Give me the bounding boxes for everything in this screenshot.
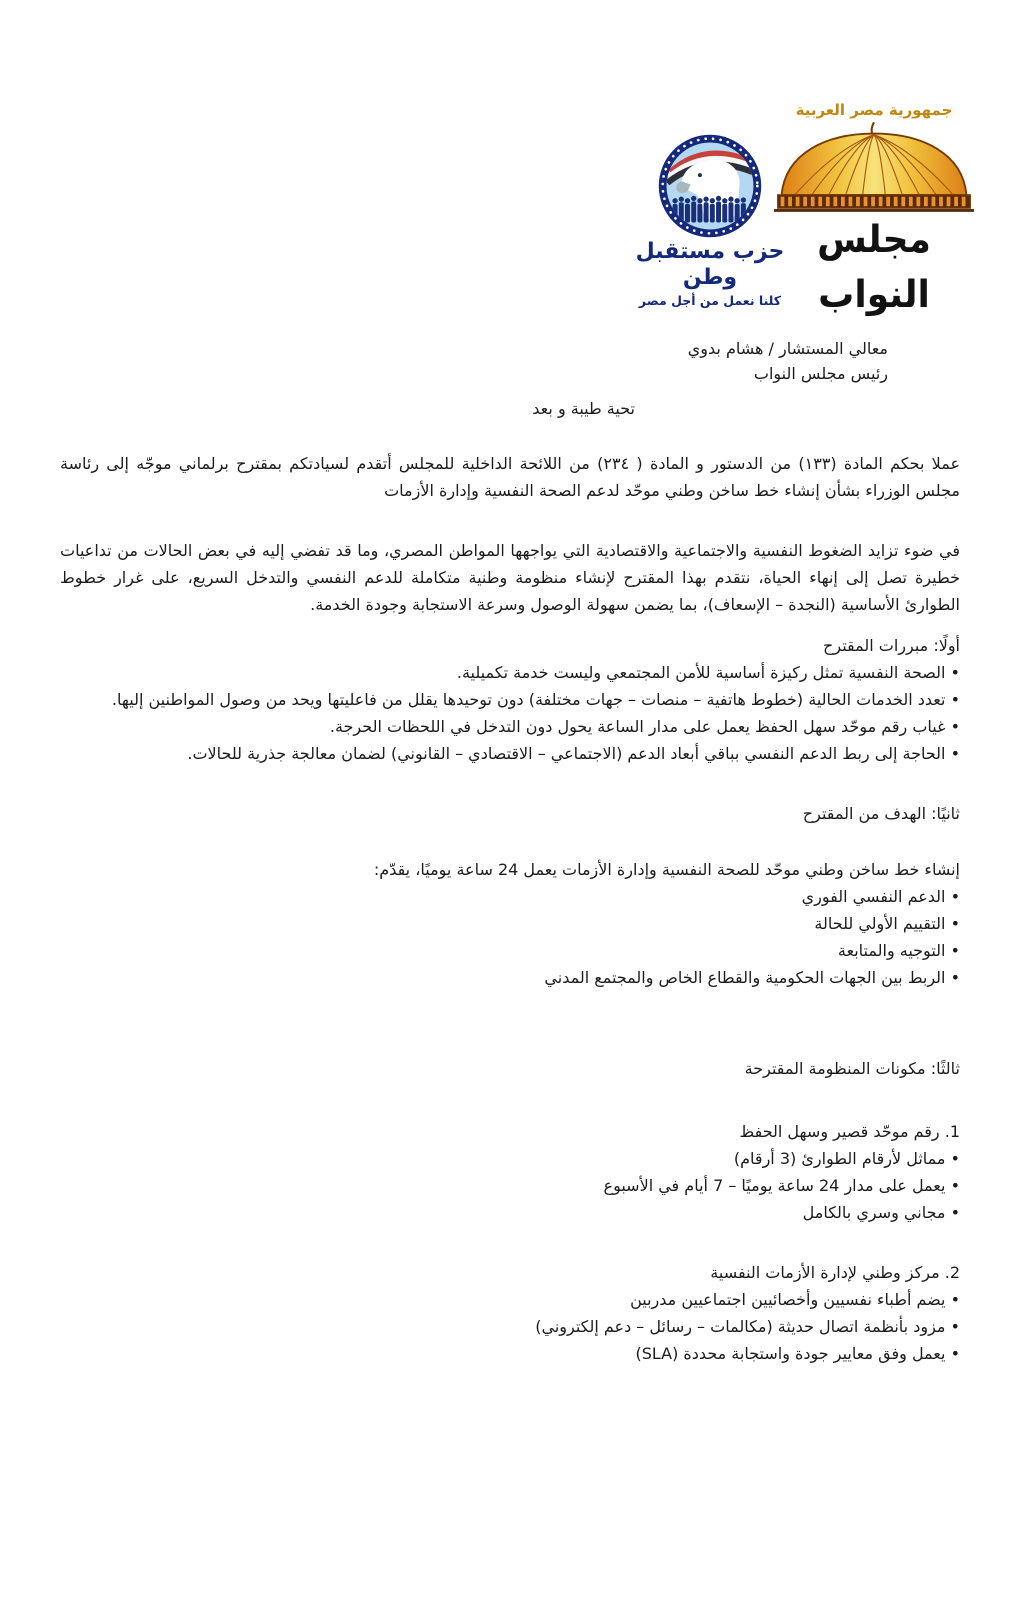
section-justifications-title: أولًا: مبررات المقترح [823,636,960,655]
party-name: حزب مستقبل وطن [635,239,785,290]
context-paragraph: في ضوء تزايد الضغوط النفسية والاجتماعية والاقتصادية التي يواجهها المواطن المصري، وما قد تفضي إليه في بعض الحالات من تداعيات خطيرة تصل إلى إنهاء الحياة، نتقدم بهذا المقترح لإنشاء منظومة وطنية متكاملة للدعم النفسي والتدخل السريع، على غرار خطوط الطوارئ الأساسية (النجدة – الإسعاف)، بما يضمن سهولة الوصول وسرعة الاستجابة وجودة الخدمة. [60,541,960,614]
objective-intro: إنشاء خط ساخن وطني موحّد للصحة النفسية وإدارة الأزمات يعمل 24 ساعة يوميًا، يقدّم: [373,860,960,879]
addressee-block [60,336,888,386]
section-objective-title: ثانيًا: الهدف من المقترح [802,804,960,823]
objective-bullet: • التقييم الأولي للحالة [814,914,960,933]
greeting-line: تحية طيبة و بعد [532,399,635,418]
objective-bullet: • الدعم النفسي الفوري [801,887,960,906]
section-components-title: ثالثًا: مكونات المنظومة المقترحة [744,1059,960,1078]
component-2-bullet: • مزود بأنظمة اتصال حديثة (مكالمات – رسائل – دعم إلكتروني) [535,1317,960,1336]
party-slogan: كلنا نعمل من أجل مصر [638,293,782,308]
justification-bullet: • تعدد الخدمات الحالية (خطوط هاتفية – منصات – جهات مختلفة) دون توحيدها يقلل من فاعليتها ويحد من وصول المواطنين إليها. [111,690,960,709]
component-1-bullet: • يعمل على مدار 24 ساعة يوميًا – 7 أيام في الأسبوع [603,1176,960,1195]
objective-bullet: • الربط بين الجهات الحكومية والقطاع الخاص والمجتمع المدني [544,968,960,987]
party-logo [610,134,810,309]
addressee-name: معالي المستشار / هشام بدوي [687,339,888,358]
letter-body [60,336,960,1367]
component-1-bullet: • مجاني وسري بالكامل [802,1203,960,1222]
objective-bullet: • التوجيه والمتابعة [837,941,960,960]
component-2-heading: 2. مركز وطني لإدارة الأزمات النفسية [710,1263,960,1282]
component-1-heading: 1. رقم موحّد قصير وسهل الحفظ [739,1122,960,1141]
intro-paragraph: عملا بحكم المادة (١٣٣) من الدستور و المادة ( ٢٣٤) من اللائحة الداخلية للمجلس أتقدم لسيادتكم بمقترح برلماني موجّه إلى رئاسة مجلس الوزراء بشأن إنشاء خط ساخن وطني موحّد لدعم الصحة النفسية وإدارة الأزمات [60,454,961,500]
component-2-bullet: • يضم أطباء نفسيين وأخصائيين اجتماعيين مدربين [630,1290,960,1309]
component-2-bullet: • يعمل وفق معايير جودة واستجابة محددة (SLA) [635,1344,960,1363]
justification-bullet: • الحاجة إلى ربط الدعم النفسي بباقي أبعاد الدعم (الاجتماعي – الاقتصادي – القانوني) لضمان معالجة جذرية للحالات. [187,744,960,763]
council-name: مجلس النواب [817,218,931,317]
justification-bullet: • الصحة النفسية تمثل ركيزة أساسية للأمن المجتمعي وليست خدمة تكميلية. [456,663,960,682]
addressee-title: رئيس مجلس النواب [753,364,888,383]
justification-bullet: • غياب رقم موحّد سهل الحفظ يعمل على مدار الساعة يحول دون التدخل في اللحظات الحرجة. [329,717,960,736]
country-title: جمهورية مصر العربية [795,101,953,119]
party-eagle-emblem-icon [658,134,762,238]
component-1-bullet: • مماثل لأرقام الطوارئ (3 أرقام) [733,1149,960,1168]
